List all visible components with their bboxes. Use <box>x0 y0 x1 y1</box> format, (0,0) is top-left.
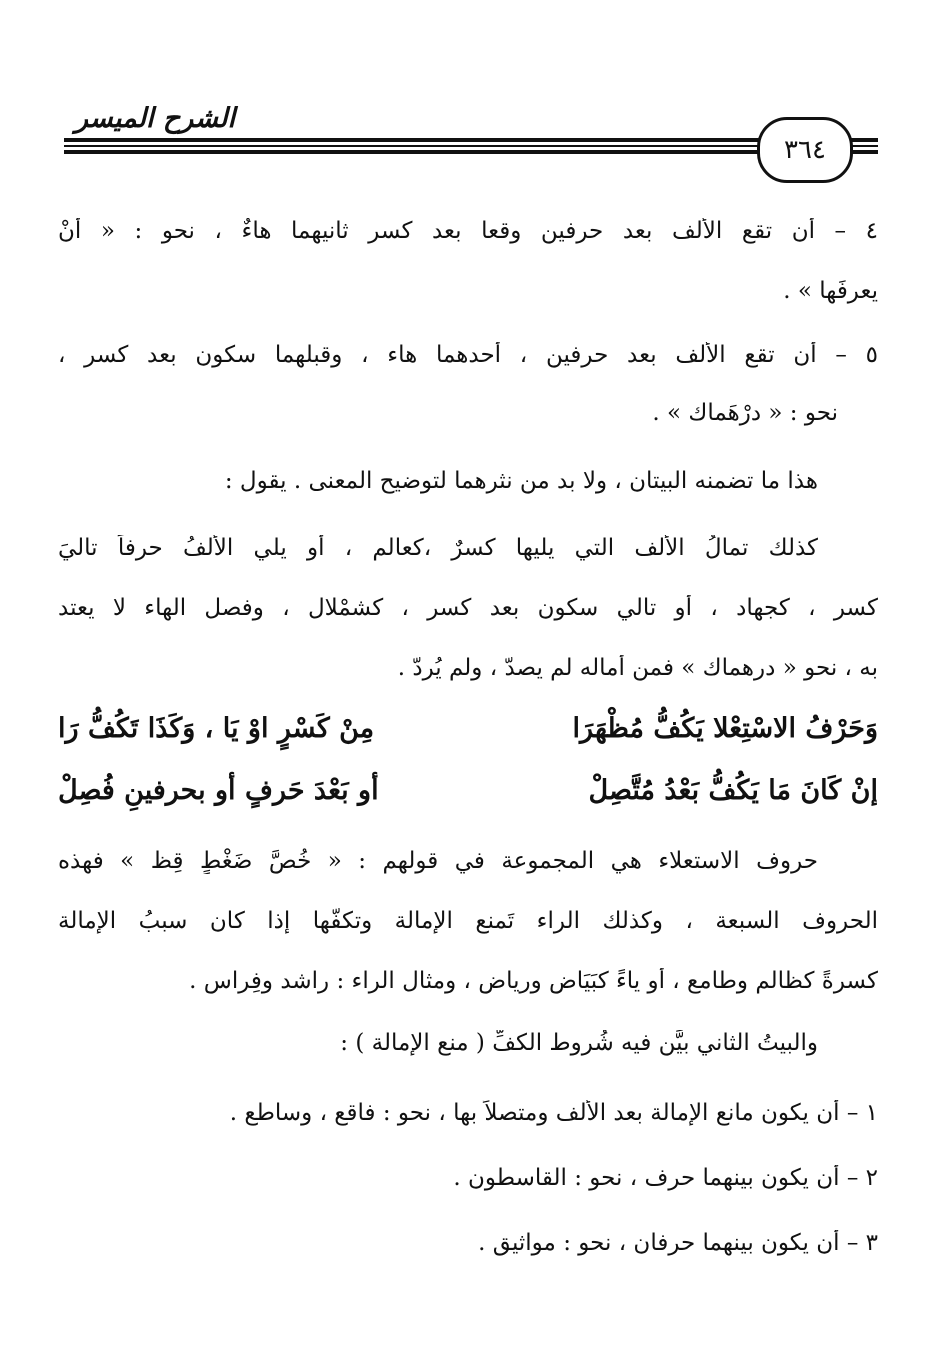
page-number: ٣٦٤ <box>757 117 853 183</box>
explanation-line-1: كذلك تمالُ الألف التي يليها كسرٌ ،كعالم ، أو يلي الألفُ حرفاً تاليَ <box>58 535 818 561</box>
verse-2-second-hemistich: أو بَعْدَ حَرفٍ أو بحرفينِ فُصِلْ <box>58 775 379 806</box>
istila-line-2: الحروف السبعة ، وكذلك الراء تَمنع الإمالة وتكفُّها إذا كان سببُ الإمالة <box>58 908 878 934</box>
verse-row-2 <box>58 775 878 815</box>
item-5-line-2: نحو : « درْهَماك » . <box>652 400 838 426</box>
item-5-line-1: ٥ – أن تقع الألف بعد حرفين ، أحدهما هاء ، وقبلهما سكون بعد كسر ، <box>58 342 878 368</box>
page-body <box>58 0 878 1352</box>
verse-1-second-hemistich: مِنْ كَسْرٍ اوْ يَا ، وَكَذَا تَكُفُّ رَا <box>58 713 375 744</box>
verse-1-first-hemistich: وَحَرْفُ الاسْتِعْلا يَكُفُّ مُظْهَرَا <box>572 713 878 744</box>
explanation-line-2: كسر ، كجهاد ، أو تالي سكون بعد كسر ، كشمْلال ، وفصل الهاء لا يعتد <box>58 595 878 621</box>
condition-1: ١ – أن يكون مانع الإمالة بعد الألف ومتصلاً بها ، نحو : فاقع ، وساطع . <box>229 1100 878 1126</box>
condition-3: ٣ – أن يكون بينهما حرفان ، نحو : مواثيق . <box>478 1230 878 1256</box>
explanation-line-3: به ، نحو « درهماك » فمن أماله لم يصدّ ، ولم يُردّ . <box>397 655 878 681</box>
intro-paragraph: هذا ما تضمنه البيتان ، ولا بد من نثرهما لتوضيح المعنى . يقول : <box>224 468 818 494</box>
item-4-line-2: يعرفَها » . <box>783 278 878 304</box>
verse-row-1 <box>58 713 878 753</box>
istila-line-3: كسرةً كظالمٍ وطامع ، أو ياءً كبَيَاضٍ ورياضٍ ، ومثال الراء : راشد وفِراس . <box>189 968 878 994</box>
book-title: الشرح الميسر <box>74 103 235 134</box>
second-verse-intro: والبيتُ الثاني بيَّن فيه شُروط الكفِّ ( منع الإمالة ) : <box>340 1030 818 1056</box>
istila-line-1: حروف الاستعلاء هي المجموعة في قولهم : « خُصَّ ضَغْطٍ قِظ » فهذه <box>58 848 818 874</box>
verse-2-first-hemistich: إنْ كَانَ مَا يَكُفُّ بَعْدُ مُتَّصِلْ <box>588 775 878 806</box>
item-4-line-1: ٤ – أن تقع الألف بعد حرفين وقعا بعد كسر ثانيهما هاءٌ ، نحو : « أنْ <box>58 218 878 244</box>
condition-2: ٢ – أن يكون بينهما حرف ، نحو : القاسطون . <box>453 1165 878 1191</box>
